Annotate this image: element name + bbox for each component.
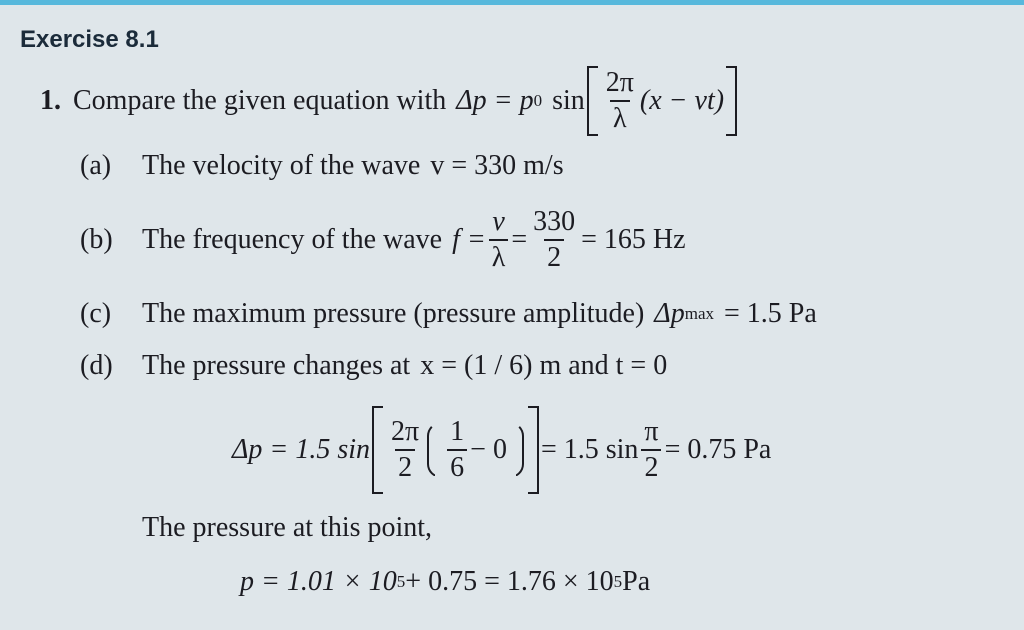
right-bracket — [726, 66, 737, 136]
calculation-line — [232, 404, 771, 496]
part-c: (c) The maximum pressure (pressure amplitude) Δp max = 1.5 Pa — [80, 298, 817, 329]
question-number: 1. — [40, 85, 61, 116]
part-c-symbol: Δp — [654, 298, 685, 329]
calc-right-bracket — [528, 406, 539, 494]
exercise-title: Exercise 8.1 — [20, 26, 159, 53]
calc-left-paren — [427, 422, 442, 478]
calc-fraction-1: $\frac{2\pi}{2}$ — [391, 416, 420, 483]
part-b-f: f = — [452, 224, 486, 255]
top-edge-stripe — [0, 0, 1024, 5]
equation-sin: sin — [552, 85, 585, 116]
equation-argument: (x − vt) — [639, 85, 725, 116]
conclusion-text: The pressure at this point, — [142, 512, 433, 543]
question-line: 1. Compare the given equation with Δp = p 0 sin $\frac{2\pi}{\lambda}$ (x − vt) — [40, 64, 739, 138]
part-a-equation: v = 330 m/s — [430, 150, 564, 181]
part-b-fraction-1: $\frac{v}{\lambda}$ — [489, 208, 509, 272]
calc-minus: − 0 — [470, 434, 507, 465]
calc-left-bracket — [372, 406, 383, 494]
calc-lhs: Δp = 1.5 sin — [232, 434, 371, 465]
calc-right-paren — [509, 422, 524, 478]
part-d-text: The pressure changes at — [142, 350, 411, 381]
equation-lhs: Δp = p — [456, 85, 534, 116]
part-b-result: = 165 Hz — [581, 224, 686, 255]
equation-fraction: $\frac{2\pi}{\lambda}$ — [605, 67, 634, 134]
part-b-text: The frequency of the wave — [142, 224, 443, 255]
calc-mid: = 1.5 sin — [540, 434, 639, 465]
part-a-label: (a) — [80, 150, 112, 181]
part-d-condition: x = (1 / 6) m and t = 0 — [420, 350, 668, 381]
part-a — [80, 146, 564, 186]
part-b-fraction-2: $\frac{330}{2}$ — [533, 206, 576, 273]
question-text: Compare the given equation with — [73, 85, 447, 116]
calc-fraction-3: $\frac{\pi}{2}$ — [641, 418, 661, 482]
part-c-text: The maximum pressure (pressure amplitude) — [142, 298, 645, 329]
calc-fraction-2: $\frac{1}{6}$ — [447, 418, 467, 482]
part-d-label: (d) — [80, 350, 113, 381]
part-b: (b) The frequency of the wave f = $\frac{v}{\lambda}$ = $\frac{330}{2}$ = 165 Hz — [80, 206, 686, 273]
calc-result: = 0.75 Pa — [664, 434, 772, 465]
part-b-label: (b) — [80, 224, 113, 255]
final-equation: p = 1.01 × 10 5 + 0.75 = 1.76 × 10 5 Pa — [240, 566, 651, 597]
part-d — [80, 346, 667, 386]
part-c-label: (c) — [80, 298, 112, 329]
left-bracket — [587, 66, 598, 136]
part-c-value: = 1.5 Pa — [724, 298, 817, 329]
part-a-text: The velocity of the wave — [142, 150, 421, 181]
